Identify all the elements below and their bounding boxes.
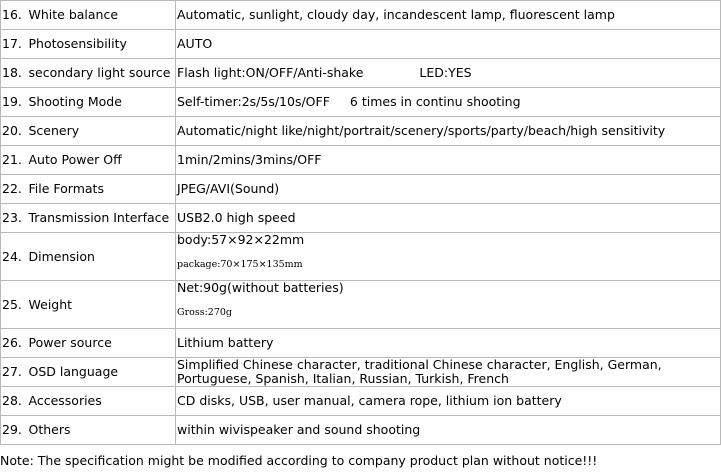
row-number: 21. (1, 146, 28, 175)
table-row (1, 358, 721, 387)
row-label: Others (28, 416, 176, 445)
row-number: 27. (1, 358, 28, 387)
row-number: 26. (1, 329, 28, 358)
net-weight: Net:90g(without batteries) (177, 280, 344, 295)
row-number: 28. (1, 387, 28, 416)
table-row (1, 175, 721, 204)
row-label: White balance (28, 1, 176, 30)
row-value: USB2.0 high speed (176, 204, 721, 233)
row-label: Shooting Mode (28, 88, 176, 117)
table-row (1, 281, 721, 329)
row-value: CD disks, USB, user manual, camera rope, lithium ion battery (176, 387, 721, 416)
specification-note: Note: The specification might be modified according to company product plan without notice!!! (0, 453, 598, 468)
row-value (176, 233, 721, 281)
row-label: Photosensibility (28, 30, 176, 59)
body-dimension: body:57×92×22mm (177, 232, 305, 247)
row-label: Dimension (28, 233, 176, 281)
package-dimension: package:70×175×135mm (177, 259, 303, 270)
table-row (1, 387, 721, 416)
led-value: LED:YES (419, 65, 472, 80)
row-value: Automatic, sunlight, cloudy day, incandescent lamp, fluorescent lamp (176, 1, 721, 30)
row-label: Auto Power Off (28, 146, 176, 175)
row-label: Power source (28, 329, 176, 358)
table-row (1, 1, 721, 30)
gross-weight: Gross:270g (177, 307, 233, 318)
row-value (176, 358, 721, 387)
row-value (176, 59, 721, 88)
row-label: secondary light source (28, 59, 176, 88)
table-row (1, 30, 721, 59)
row-value (176, 281, 721, 329)
flash-light-value: Flash light:ON/OFF/Anti-shake (177, 65, 364, 80)
row-number: 25. (1, 281, 28, 329)
row-number: 29. (1, 416, 28, 445)
row-value: Automatic/night like/night/portrait/scenery/sports/party/beach/high sensitivity (176, 117, 721, 146)
table-row (1, 59, 721, 88)
row-number: 20. (1, 117, 28, 146)
row-value (176, 88, 721, 117)
row-label: Transmission Interface (28, 204, 176, 233)
self-timer-value: Self-timer:2s/5s/10s/OFF (177, 94, 330, 109)
row-value: AUTO (176, 30, 721, 59)
row-label: Accessories (28, 387, 176, 416)
table-row (1, 117, 721, 146)
row-label: OSD language (28, 358, 176, 387)
row-number: 24. (1, 233, 28, 281)
table-row (1, 204, 721, 233)
row-label: Scenery (28, 117, 176, 146)
table-row (1, 146, 721, 175)
row-value: within wivispeaker and sound shooting (176, 416, 721, 445)
row-number: 19. (1, 88, 28, 117)
table-row (1, 233, 721, 281)
row-label: File Formats (28, 175, 176, 204)
row-number: 23. (1, 204, 28, 233)
row-number: 17. (1, 30, 28, 59)
osd-languages-line-1: Simplified Chinese character, traditional Chinese character, English, German, (177, 357, 662, 372)
table-row (1, 329, 721, 358)
row-value: Lithium battery (176, 329, 721, 358)
osd-languages-line-2: Portuguese, Spanish, Italian, Russian, Turkish, French (177, 371, 509, 386)
row-number: 18. (1, 59, 28, 88)
row-number: 22. (1, 175, 28, 204)
row-value: JPEG/AVI(Sound) (176, 175, 721, 204)
table-row (1, 88, 721, 117)
table-row (1, 416, 721, 445)
continuous-shooting-value: 6 times in continu shooting (349, 94, 521, 109)
row-number: 16. (1, 1, 28, 30)
row-label: Weight (28, 281, 176, 329)
row-value: 1min/2mins/3mins/OFF (176, 146, 721, 175)
